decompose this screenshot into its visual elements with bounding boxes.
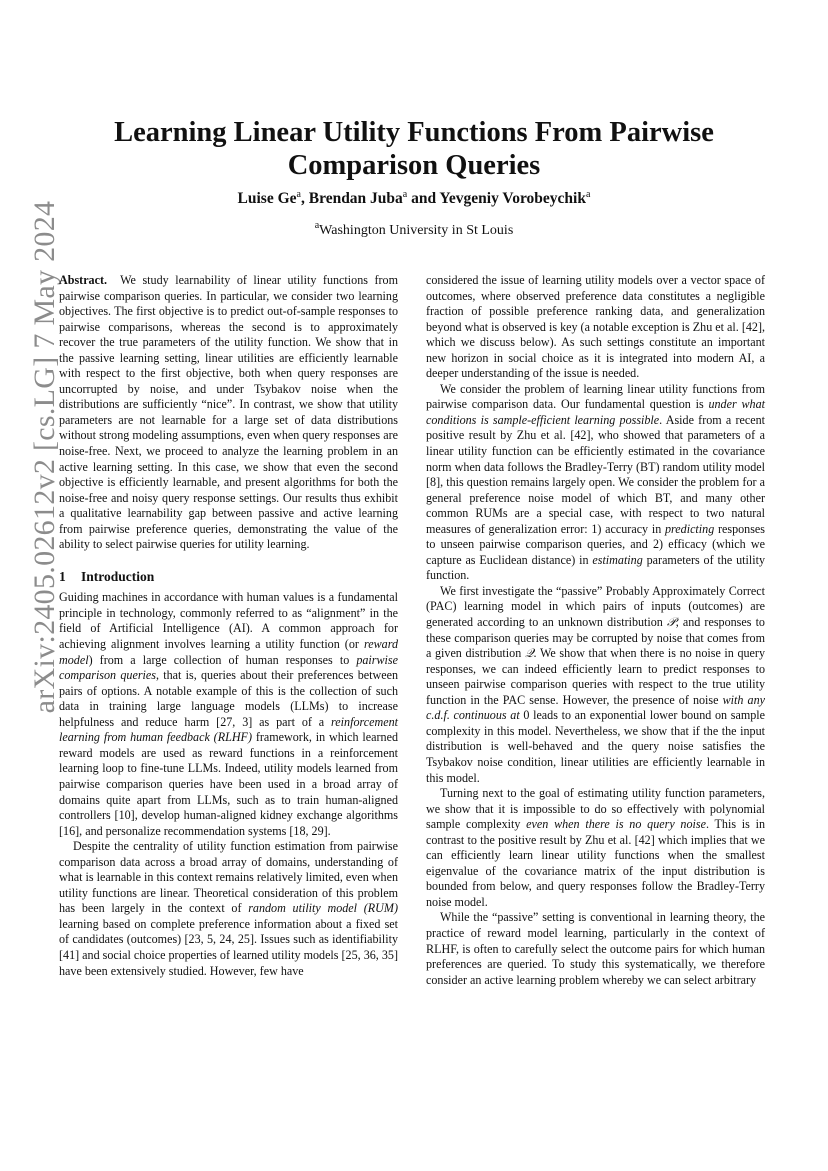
- right-column: [426, 273, 765, 988]
- emphasis-text: predicting: [664, 521, 715, 536]
- text-run: We first investigate the “passive” Probably Approximately Correct (PAC) learning model in which pairs of inputs (outcomes) are generated according to an unknown distribution: [426, 583, 765, 630]
- emphasis-text: 𝒬: [524, 646, 534, 661]
- emphasis-text: reward model: [59, 637, 398, 667]
- text-run: . This is in contrast to the positive result by Zhu et al. [42] which implies that we can efficiently learn linear utility functions when the smallest eigenvalue of the covariance matrix of the input distribution is bounded from below, and query responses follow the Bradley-Terry noise model.: [426, 817, 765, 909]
- abstract-text: We study learnability of linear utility functions from pairwise comparison queries. In particular, we consider two learning objectives. The first objective is to predict out-of-sample responses to pairwise comparisons, whereas the second is to approximately recover the true parameters of the utility function. We show that in the passive learning setting, linear utilities are efficiently learnable with respect to the first objective, both when query responses are uncorrupted by noise, and under Tsybakov noise when the distributions are sufficiently “nice”. In contrast, we show that utility parameters are not learnable for a large set of data distributions without strong modeling assumptions, even when query responses are noise-free. Next, we proceed to analyze the learning problem in an active learning setting. In this case, we show that even the second objective is efficiently learnable, and present algorithms for both the noise-free and noisy query response settings. Our results thus exhibit a qualitative learnability gap between passive and active learning from pairwise preference queries, demonstrating the value of the ability to select pairwise queries for utility learning.: [59, 273, 398, 552]
- text-run: parameters of the utility function.: [426, 552, 765, 583]
- author-affiliation: $^a$Washington University in St Louis: [314, 220, 514, 238]
- emphasis-text: pairwise comparison queries: [59, 652, 398, 683]
- text-run: considered the issue of learning utility models over a vector space of outcomes, where observed preference data constitutes a negligible fraction of possible preference ranking data, and generalization beyond what is observed is key (a notable exception is Zhu et al. [42], which we discuss below). As such settings constitute an important new horizon in social choice as it is integrated into modern AI, a deeper understanding of the issue is needed.: [426, 273, 765, 381]
- paragraph: [426, 786, 765, 910]
- text-run: ) from a large collection of human responses to: [88, 652, 357, 667]
- author-1: Luise Ge$^a$: [237, 189, 301, 207]
- emphasis-text: random utility model (RUM): [248, 901, 399, 916]
- emphasis-text: reinforcement learning from human feedback (RLHF): [59, 714, 398, 745]
- text-run: Turning next to the goal of estimating utility function parameters, we show that it is impossible to do so effectively with polynomial sample complexity: [426, 786, 765, 832]
- emphasis-text: estimating: [592, 552, 643, 567]
- paragraph: [59, 839, 398, 979]
- text-run: 0 leads to an exponential lower bound on sample complexity in this model. Nevertheless, we show that if the the input distribution is well-behaved and the query noise satisfies the Tsybakov noise condition, linear utilities are efficiently learnable in this model.: [426, 708, 766, 785]
- arxiv-identifier-sidebar: arXiv:2405.02612v2 [cs.LG] 7 May 2024: [28, 200, 61, 714]
- emphasis-text: even when there is no query noise: [526, 817, 706, 832]
- text-run: learning based on complete preference information about a fixed set of candidates (outcomes) [23, 5, 24, 25]. Issues such as identifiability [41] and social choice properties of learned utility models [25, 36, 35] have been extensively studied. However, few have: [59, 916, 398, 978]
- emphasis-text: with any c.d.f. continuous at: [426, 692, 765, 723]
- text-run: We consider the problem of learning linear utility functions from pairwise comparison data. Our fundamental question is: [426, 381, 765, 412]
- text-run: , and responses to these comparison queries may be corrupted by noise that comes from a given distribution: [426, 615, 765, 661]
- author-list: Luise Ge$^a$, Brendan Juba$^a$ and Yevgeniy Vorobeychik$^a$: [237, 189, 591, 207]
- abstract: [59, 273, 398, 553]
- author-2: Brendan Juba$^a$: [308, 189, 408, 207]
- emphasis-text: 𝒫: [666, 615, 676, 630]
- paragraph: [59, 590, 398, 839]
- text-run: . Aside from a recent positive result by Zhu et al. [42], who showed that parameters of a linear utility function can be efficiently estimated in the covariance norm when data follows the Bradley-Terry (BT) random utility model [8], this question remains largely open. We consider the problem for a general preference noise model of which BT, and many other common RUMs are a special case, with respect to two natural measures of generalization error: 1) accuracy in: [426, 412, 765, 536]
- text-run: Despite the centrality of utility function estimation from pairwise comparison data across a broad array of domains, understanding of what is learnable in this context remains relatively limited, even when utility functions are linear. Theoretical consideration of this problem has been largely in the context of: [59, 839, 398, 916]
- text-run: Guiding machines in accordance with human values is a fundamental principle in technology, commonly referred to as “alignment” in the field of Artificial Intelligence (AI). A common approach for achieving alignment involves learning a utility function (or: [59, 590, 398, 652]
- emphasis-text: under what conditions is sample-efficient learning possible: [426, 397, 765, 427]
- paragraph: [426, 273, 765, 382]
- text-run: While the “passive” setting is conventional in learning theory, the practice of reward model learning, particularly in the context of RLHF, is often to carefully select the outcome pairs for which human preferences are queried. To study this systematically, we therefore consider an active learning problem whereby we can select arbitrary: [426, 910, 765, 987]
- text-run: . We show that when there is no noise in query responses, we can indeed efficiently learn to predict responses to unseen pairwise comparison queries with respect to the true utility function in the PAC sense. However, the presence of noise: [426, 646, 765, 707]
- paper-title: Learning Linear Utility Functions From Pairwise Comparison Queries: [114, 117, 714, 181]
- text-run: framework, in which learned reward models are used as reward functions in a reinforcement learning loop to fine-tune LLMs. Indeed, utility models learned from pairwise comparison queries have been used in a broad array of domains quite apart from LLMs, such as to train human-aligned controllers [10], develop human-aligned kidney exchange algorithms [16], and personalize recommendation systems [18, 29].: [59, 730, 398, 838]
- section-heading-introduction: 1 Introduction: [59, 568, 155, 584]
- text-run: , that is, queries about their preferences between pairs of options. A notable example of this is the collection of such data in training large language models (LLMs) to increase helpfulness and reduce harm [27, 3] as part of a: [59, 668, 398, 729]
- left-column: [59, 273, 398, 979]
- text-run: responses to unseen pairwise comparison queries, and 2) efficacy (which we capture as Euclidean distance) in: [426, 521, 766, 567]
- paragraph: [426, 382, 765, 584]
- paragraph: [426, 910, 765, 988]
- paragraph: [426, 584, 765, 786]
- author-3: Yevgeniy Vorobeychik$^a$: [439, 189, 591, 207]
- abstract-label: Abstract.: [59, 273, 108, 287]
